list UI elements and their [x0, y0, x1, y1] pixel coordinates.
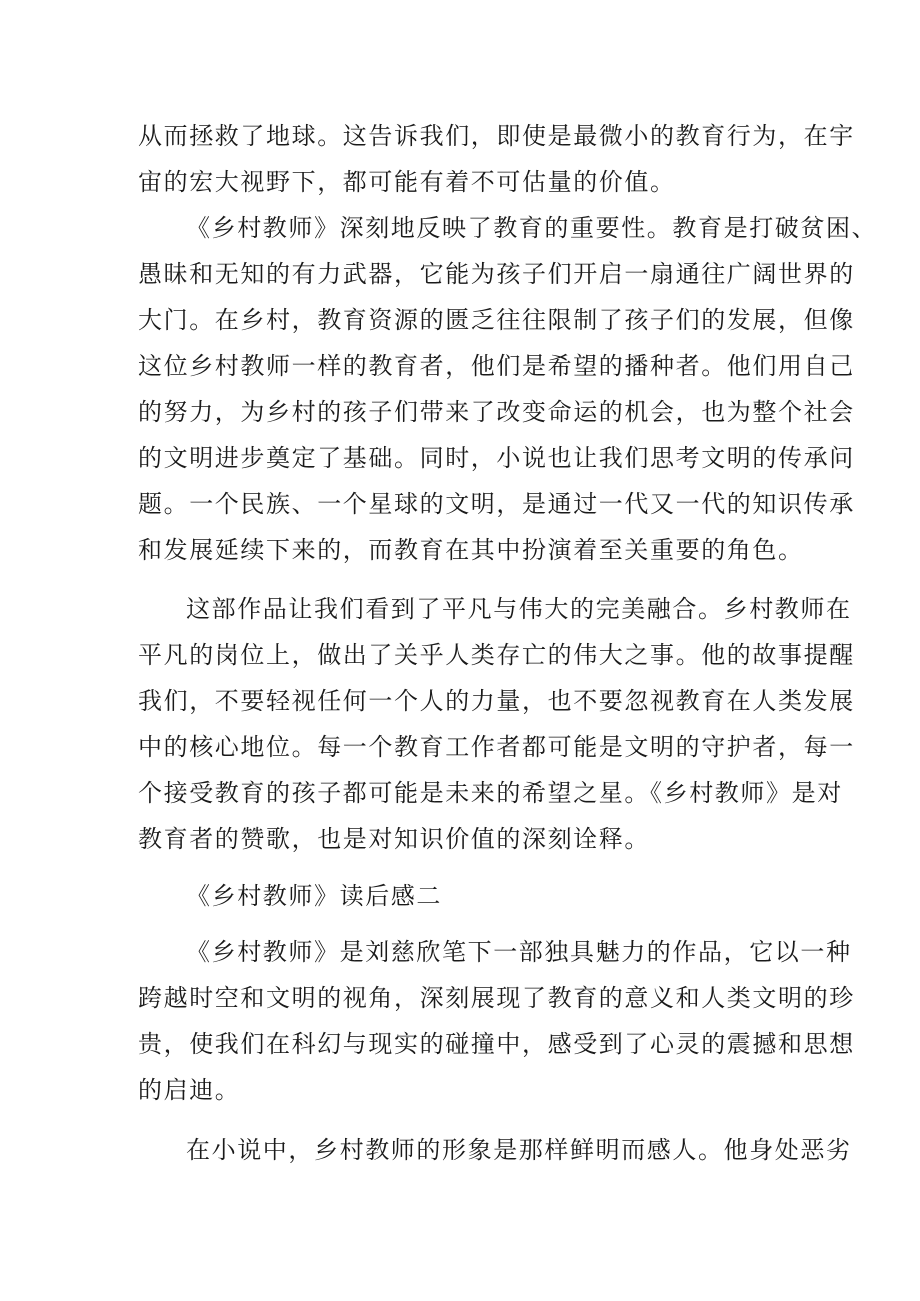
section-heading: 《乡村教师》读后感二: [186, 882, 442, 910]
text-line: 和发展延续下来的，而教育在其中扮演着至关重要的角色。: [138, 536, 804, 564]
text-line: 从而拯救了地球。这告诉我们，即使是最微小的教育行为，在宇: [138, 122, 855, 150]
text-line: 宙的宏大视野下，都可能有着不可估量的价值。: [138, 168, 676, 196]
text-line: 跨越时空和文明的视角，深刻展现了教育的意义和人类文明的珍: [138, 984, 855, 1012]
text-line: 在小说中，乡村教师的形象是那样鲜明而感人。他身处恶劣: [186, 1136, 852, 1164]
text-line: 教育者的赞歌，也是对知识价值的深刻诠释。: [138, 825, 650, 853]
text-line: 我们，不要轻视任何一个人的力量，也不要忽视教育在人类发展: [138, 687, 855, 715]
text-line: 题。一个民族、一个星球的文明，是通过一代又一代的知识传承: [138, 490, 855, 518]
text-line: 《乡村教师》是刘慈欣笔下一部独具魅力的作品，它以一种: [186, 938, 852, 966]
text-line: 愚昧和无知的有力武器，它能为孩子们开启一扇通往广阔世界的: [138, 260, 855, 288]
text-line: 的努力，为乡村的孩子们带来了改变命运的机会，也为整个社会: [138, 398, 855, 426]
text-line: 的启迪。: [138, 1076, 241, 1104]
text-line: 的文明进步奠定了基础。同时，小说也让我们思考文明的传承问: [138, 444, 855, 472]
text-line: 这部作品让我们看到了平凡与伟大的完美融合。乡村教师在: [186, 595, 852, 623]
text-line: 《乡村教师》深刻地反映了教育的重要性。教育是打破贫困、: [186, 214, 878, 242]
text-line: 贵，使我们在科幻与现实的碰撞中，感受到了心灵的震撼和思想: [138, 1030, 855, 1058]
text-line: 中的核心地位。每一个教育工作者都可能是文明的守护者，每一: [138, 733, 855, 761]
text-line: 这位乡村教师一样的教育者，他们是希望的播种者。他们用自己: [138, 352, 855, 380]
text-line: 平凡的岗位上，做出了关乎人类存亡的伟大之事。他的故事提醒: [138, 641, 855, 669]
text-line: 个接受教育的孩子都可能是未来的希望之星。《乡村教师》是对: [138, 779, 843, 807]
text-line: 大门。在乡村，教育资源的匮乏往往限制了孩子们的发展，但像: [138, 306, 855, 334]
